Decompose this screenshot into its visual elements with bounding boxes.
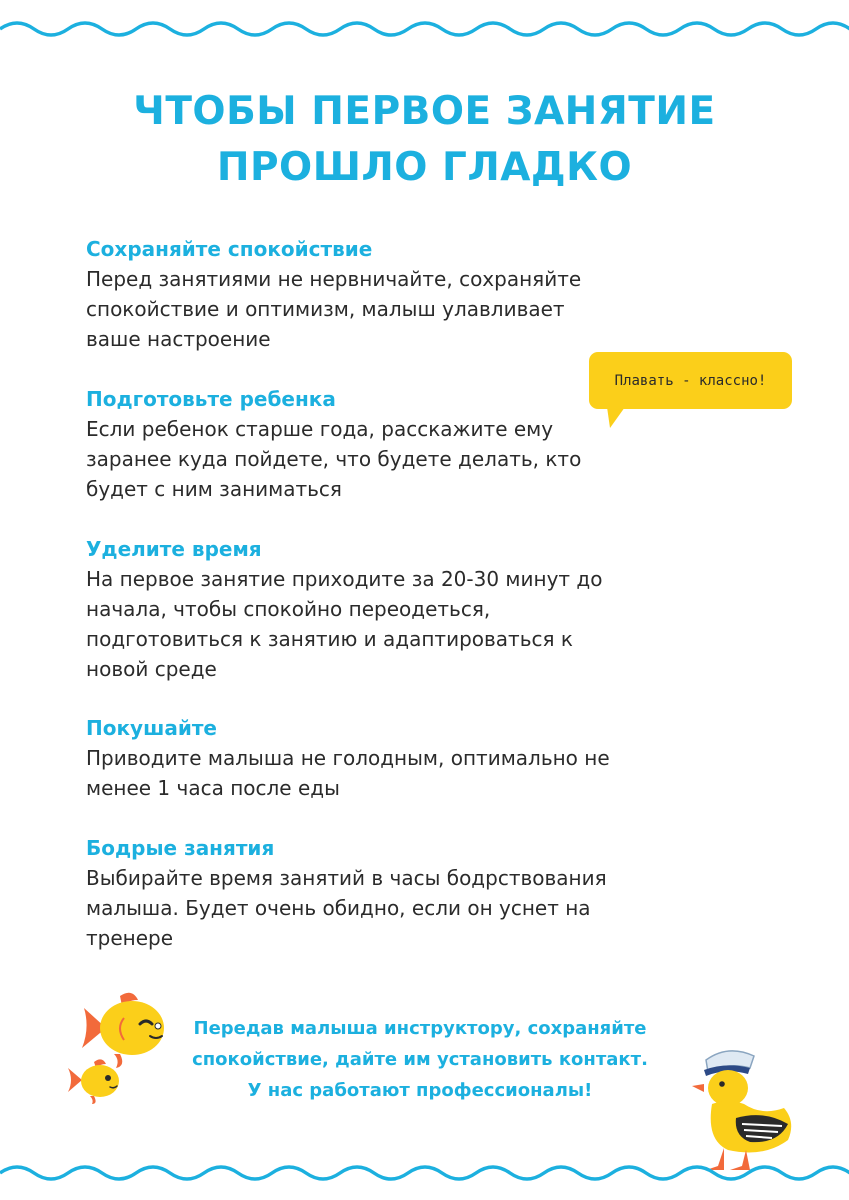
section-text-line: тренере bbox=[86, 926, 174, 950]
page-title bbox=[0, 84, 849, 196]
section-text bbox=[86, 743, 686, 803]
section-heading: Бодрые занятия bbox=[86, 836, 275, 860]
section-text-line: ваше настроение bbox=[86, 327, 271, 351]
section-text-line: новой среде bbox=[86, 657, 217, 681]
section-text-line: Приводите малыша не голодным, оптимально не bbox=[86, 746, 610, 770]
tip-section-eat bbox=[86, 713, 686, 803]
section-text-line: начала, чтобы спокойно переодеться, bbox=[86, 597, 491, 621]
section-text-line: подготовиться к занятию и адаптироваться к bbox=[86, 627, 573, 651]
footer-line: спокойствие, дайте им установить контакт. bbox=[192, 1049, 648, 1070]
tip-section-awake bbox=[86, 833, 686, 953]
footer-line: Передав малыша инструктору, сохраняйте bbox=[193, 1018, 647, 1039]
section-text bbox=[86, 863, 686, 953]
duck-sailor-icon bbox=[684, 1042, 804, 1174]
tip-section-calm bbox=[86, 234, 686, 354]
small-fish-icon bbox=[66, 1056, 124, 1106]
section-text-line: Перед занятиями не нервничайте, сохраняйте bbox=[86, 267, 582, 291]
section-text-line: заранее куда пойдете, что будете делать, кто bbox=[86, 447, 582, 471]
title-line-1: ЧТОБЫ ПЕРВОЕ ЗАНЯТИЕ bbox=[133, 89, 716, 134]
section-text-line: малыша. Будет очень обидно, если он уснет на bbox=[86, 896, 591, 920]
footer-line: У нас работают профессионалы! bbox=[247, 1080, 593, 1101]
bottom-wave-border bbox=[0, 1158, 849, 1188]
section-heading: Сохраняйте спокойствие bbox=[86, 237, 373, 261]
section-text-line: На первое занятие приходите за 20-30 минут до bbox=[86, 567, 603, 591]
section-text bbox=[86, 414, 686, 504]
speech-bubble-text: Плавать - классно! bbox=[614, 372, 767, 389]
section-text-line: Если ребенок старше года, расскажите ему bbox=[86, 417, 554, 441]
section-heading: Уделите время bbox=[86, 537, 262, 561]
section-text-line: будет с ним заниматься bbox=[86, 477, 342, 501]
section-text-line: спокойствие и оптимизм, малыш улавливает bbox=[86, 297, 565, 321]
tip-section-time bbox=[86, 534, 686, 684]
section-text-line: менее 1 часа после еды bbox=[86, 776, 340, 800]
section-heading: Подготовьте ребенка bbox=[86, 387, 336, 411]
title-line-2: ПРОШЛО ГЛАДКО bbox=[216, 145, 633, 190]
footer-message bbox=[150, 1013, 690, 1106]
top-wave-border bbox=[0, 14, 849, 44]
section-text bbox=[86, 264, 686, 354]
section-text-line: Выбирайте время занятий в часы бодрствования bbox=[86, 866, 607, 890]
section-heading: Покушайте bbox=[86, 716, 217, 740]
section-text bbox=[86, 564, 686, 684]
speech-bubble bbox=[589, 352, 792, 409]
